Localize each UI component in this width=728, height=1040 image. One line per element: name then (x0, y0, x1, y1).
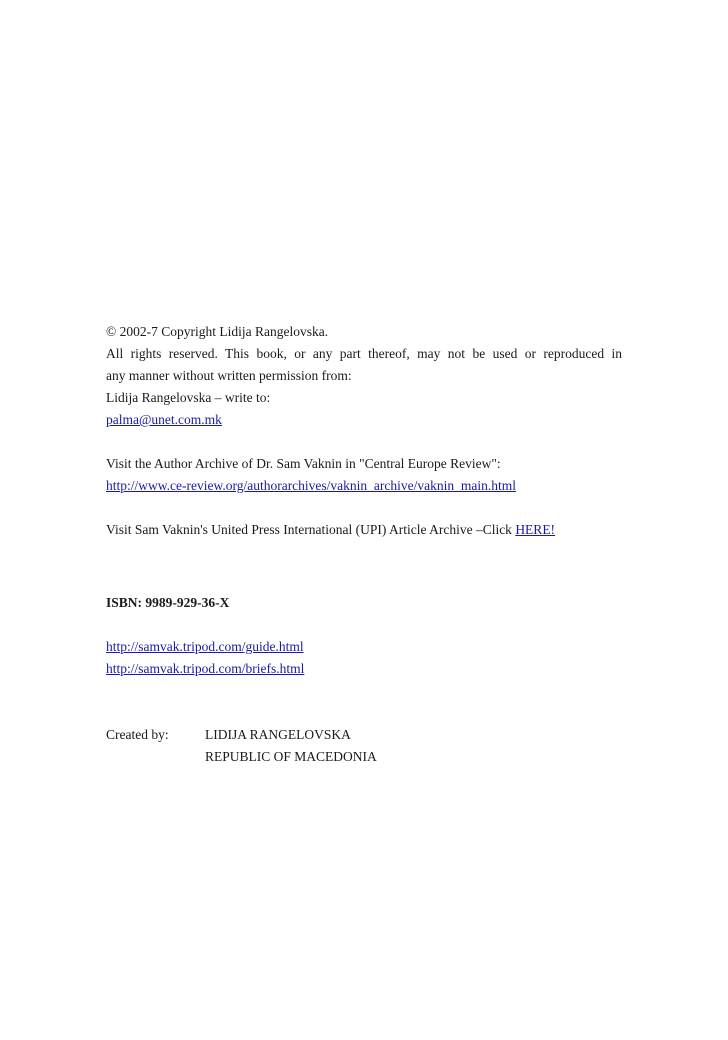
guide-link[interactable]: http://samvak.tripod.com/guide.html (106, 639, 304, 654)
created-by-row (106, 724, 622, 746)
created-by-label-spacer (106, 746, 205, 768)
creator-country-row (106, 746, 622, 768)
rights-reserved-line: All rights reserved. This book, or any part thereof, may not be used or reproduced in (106, 346, 622, 361)
spacer (106, 614, 622, 636)
creator-country: REPUBLIC OF MACEDONIA (205, 749, 377, 764)
spacer (106, 541, 622, 592)
archive-text: Visit the Author Archive of Dr. Sam Vaknin in "Central Europe Review": (106, 456, 501, 471)
email-link[interactable]: palma@unet.com.mk (106, 412, 222, 427)
spacer (106, 431, 622, 453)
author-contact-line: Lidija Rangelovska – write to: (106, 390, 271, 405)
upi-archive-text: Visit Sam Vaknin's United Press International (UPI) Article Archive –Click (106, 522, 516, 537)
spacer (106, 497, 622, 519)
upi-here-link[interactable]: HERE! (515, 522, 556, 537)
ce-review-archive-link[interactable]: http://www.ce-review.org/authorarchives/vaknin_archive/vaknin_main.html (106, 478, 517, 493)
isbn-text: ISBN: 9989-929-36-X (106, 595, 230, 610)
permission-line: any manner without written permission from: (106, 368, 352, 383)
upi-archive-line (106, 519, 622, 541)
spacer (106, 680, 622, 724)
copyright-line: © 2002-7 Copyright Lidija Rangelovska. (106, 324, 329, 339)
created-by-label: Created by: (106, 727, 169, 742)
copyright-page-content (106, 321, 622, 768)
briefs-link[interactable]: http://samvak.tripod.com/briefs.html (106, 661, 305, 676)
creator-name: LIDIJA RANGELOVSKA (205, 727, 351, 742)
